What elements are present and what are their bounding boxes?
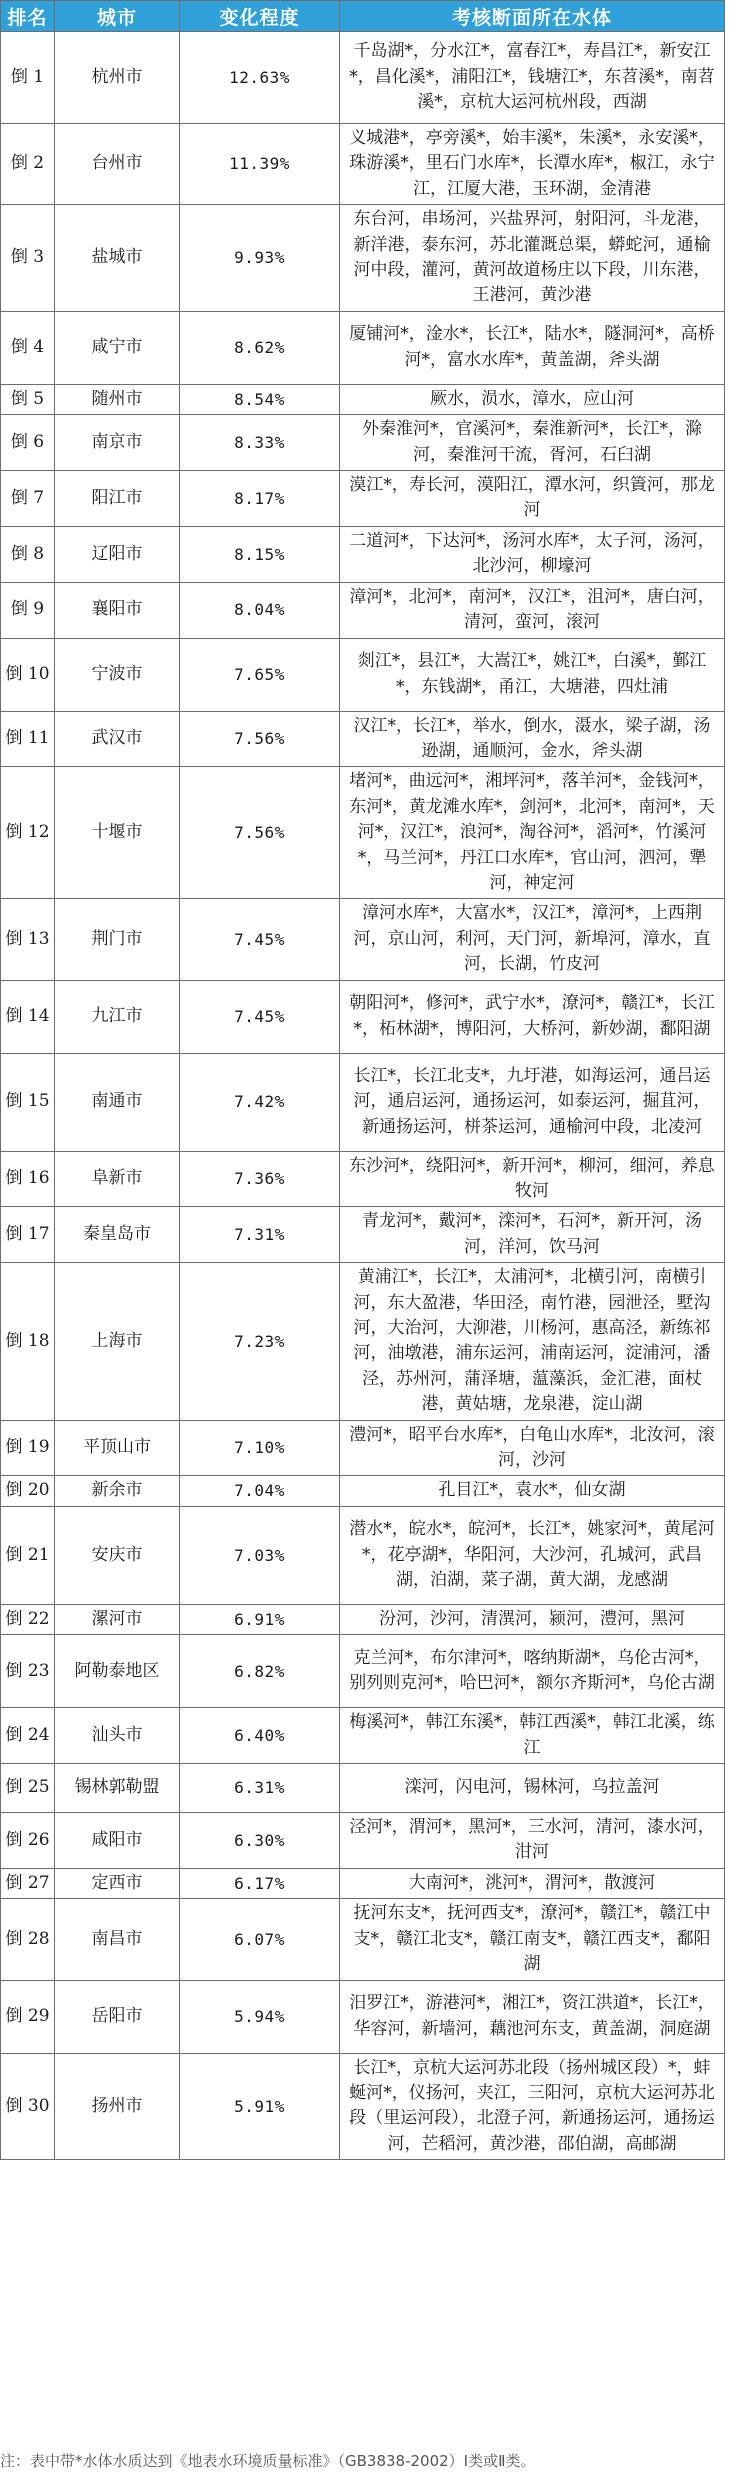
rank-cell: 倒 26: [1, 1813, 55, 1869]
city-cell: 南通市: [55, 1053, 180, 1151]
city-cell: 漯河市: [55, 1604, 180, 1634]
change-cell: 6.82%: [180, 1635, 340, 1708]
change-cell: 8.04%: [180, 582, 340, 638]
table-row: [1, 1053, 725, 1151]
water-bodies-cell: 黄浦江*，长江*，太浦河*，北横引河，南横引河，东大盈港，华田泾，南竹港，园泄泾，墅沟河，大治河，大泖港，川杨河，惠高泾，新练祁河，油墩港，浦东运河，浦南运河，淀浦河，潘泾，苏州河，蒲泽塘，蕰藻浜，金汇港，面杖港，黄姑塘，龙泉港，淀山湖: [340, 1263, 725, 1420]
city-cell: 秦皇岛市: [55, 1207, 180, 1263]
city-cell: 九江市: [55, 980, 180, 1053]
rank-cell: 倒 1: [1, 32, 55, 124]
city-cell: 台州市: [55, 124, 180, 205]
water-bodies-cell: 汉江*，长江*，举水，倒水，滠水，梁子湖，汤逊湖，通顺河，金水，斧头湖: [340, 711, 725, 767]
water-bodies-cell: 剡江*，县江*，大嵩江*，姚江*，白溪*，鄞江*，东钱湖*，甬江，大塘港，四灶浦: [340, 638, 725, 711]
table-row: [1, 1151, 725, 1207]
table-row: [1, 711, 725, 767]
water-bodies-cell: 滦河，闪电河，锡林河，乌拉盖河: [340, 1764, 725, 1813]
water-bodies-cell: 漳河水库*，大富水*，汉江*，漳河*，上西荆河，京山河，利河，天门河，新埠河，漳水，直河，长湖，竹皮河: [340, 899, 725, 980]
city-cell: 定西市: [55, 1868, 180, 1898]
city-cell: 十堰市: [55, 767, 180, 899]
change-cell: 7.04%: [180, 1476, 340, 1506]
change-cell: 7.42%: [180, 1053, 340, 1151]
city-cell: 荆门市: [55, 899, 180, 980]
table-row: [1, 1420, 725, 1476]
rank-cell: 倒 9: [1, 582, 55, 638]
header-city: 城市: [55, 1, 180, 32]
rank-cell: 倒 20: [1, 1476, 55, 1506]
table-row: [1, 1899, 725, 1980]
rank-cell: 倒 13: [1, 899, 55, 980]
table-row: [1, 124, 725, 205]
rank-cell: 倒 28: [1, 1899, 55, 1980]
rank-cell: 倒 21: [1, 1506, 55, 1604]
change-cell: 7.36%: [180, 1151, 340, 1207]
change-cell: 7.45%: [180, 980, 340, 1053]
water-bodies-cell: 东沙河*，绕阳河*，新开河*，柳河，细河，养息牧河: [340, 1151, 725, 1207]
rank-cell: 倒 5: [1, 384, 55, 414]
table-row: [1, 1980, 725, 2053]
rank-cell: 倒 4: [1, 311, 55, 384]
table-row: [1, 205, 725, 312]
table-row: [1, 526, 725, 582]
header-rank: 排名: [1, 1, 55, 32]
city-cell: 汕头市: [55, 1708, 180, 1764]
city-cell: 阿勒泰地区: [55, 1635, 180, 1708]
water-bodies-cell: 汨罗江*，游港河*，湘江*，资江洪道*，长江*，华容河，新墙河，藕池河东支，黄盖湖，洞庭湖: [340, 1980, 725, 2053]
rank-cell: 倒 23: [1, 1635, 55, 1708]
city-cell: 咸阳市: [55, 1813, 180, 1869]
change-cell: 8.62%: [180, 311, 340, 384]
city-cell: 新余市: [55, 1476, 180, 1506]
city-cell: 南昌市: [55, 1899, 180, 1980]
change-cell: 6.30%: [180, 1813, 340, 1869]
change-cell: 9.93%: [180, 205, 340, 312]
table-row: [1, 415, 725, 471]
city-cell: 上海市: [55, 1263, 180, 1420]
city-cell: 盐城市: [55, 205, 180, 312]
table-row: [1, 980, 725, 1053]
rank-cell: 倒 14: [1, 980, 55, 1053]
change-cell: 12.63%: [180, 32, 340, 124]
table-row: [1, 384, 725, 414]
change-cell: 6.31%: [180, 1764, 340, 1813]
table-row: [1, 1207, 725, 1263]
water-bodies-cell: 克兰河*，布尔津河*，喀纳斯湖*，乌伦古河*，别列则克河*，哈巴河*，额尔齐斯河*，乌伦古湖: [340, 1635, 725, 1708]
rank-cell: 倒 19: [1, 1420, 55, 1476]
rank-cell: 倒 29: [1, 1980, 55, 2053]
rank-cell: 倒 8: [1, 526, 55, 582]
water-bodies-cell: 朝阳河*，修河*，武宁水*，潦河*，赣江*，长江*，柘林湖*，博阳河，大桥河，新妙湖，鄱阳湖: [340, 980, 725, 1053]
change-cell: 5.94%: [180, 1980, 340, 2053]
table-body: [1, 32, 725, 2160]
city-cell: 岳阳市: [55, 1980, 180, 2053]
rank-cell: 倒 15: [1, 1053, 55, 1151]
change-cell: 8.17%: [180, 471, 340, 527]
rank-cell: 倒 10: [1, 638, 55, 711]
city-cell: 杭州市: [55, 32, 180, 124]
city-cell: 平顶山市: [55, 1420, 180, 1476]
change-cell: 6.17%: [180, 1868, 340, 1898]
city-cell: 辽阳市: [55, 526, 180, 582]
change-cell: 7.03%: [180, 1506, 340, 1604]
change-cell: 11.39%: [180, 124, 340, 205]
change-cell: 7.56%: [180, 767, 340, 899]
table-row: [1, 1506, 725, 1604]
water-bodies-cell: 厥水，涢水，漳水，应山河: [340, 384, 725, 414]
rank-cell: 倒 12: [1, 767, 55, 899]
table-row: [1, 32, 725, 124]
table-row: [1, 899, 725, 980]
table-row: [1, 311, 725, 384]
water-bodies-cell: 漳河*，北河*，南河*，汉江*，沮河*，唐白河，清河，蛮河，滚河: [340, 582, 725, 638]
water-bodies-cell: 汾河，沙河，清潩河，颍河，澧河，黑河: [340, 1604, 725, 1634]
rank-cell: 倒 17: [1, 1207, 55, 1263]
header-change: 变化程度: [180, 1, 340, 32]
rank-cell: 倒 3: [1, 205, 55, 312]
table-row: [1, 1868, 725, 1898]
change-cell: 6.40%: [180, 1708, 340, 1764]
rank-cell: 倒 24: [1, 1708, 55, 1764]
table-row: [1, 1813, 725, 1869]
water-bodies-cell: 东台河，串场河，兴盐界河，射阳河，斗龙港，新洋港，泰东河，苏北灌溉总渠，蟒蛇河，通榆河中段，灌河，黄河故道杨庄以下段，川东港，王港河，黄沙港: [340, 205, 725, 312]
rank-cell: 倒 18: [1, 1263, 55, 1420]
table-row: [1, 1604, 725, 1634]
change-cell: 6.07%: [180, 1899, 340, 1980]
city-cell: 锡林郭勒盟: [55, 1764, 180, 1813]
change-cell: 7.65%: [180, 638, 340, 711]
change-cell: 7.45%: [180, 899, 340, 980]
water-bodies-cell: 澧河*，昭平台水库*，白龟山水库*，北汝河，滚河，沙河: [340, 1420, 725, 1476]
city-cell: 南京市: [55, 415, 180, 471]
water-bodies-cell: 外秦淮河*，官溪河*，秦淮新河*，长江*，滁河，秦淮河干流，胥河，石臼湖: [340, 415, 725, 471]
water-bodies-cell: 漠江*，寿长河，漠阳江，潭水河，织篢河，那龙河: [340, 471, 725, 527]
change-cell: 8.54%: [180, 384, 340, 414]
water-bodies-cell: 二道河*，下达河*，汤河水库*，太子河，汤河，北沙河，柳壕河: [340, 526, 725, 582]
rank-cell: 倒 11: [1, 711, 55, 767]
city-cell: 襄阳市: [55, 582, 180, 638]
change-cell: 7.23%: [180, 1263, 340, 1420]
water-bodies-cell: 梅溪河*，韩江东溪*，韩江西溪*，韩江北溪，练江: [340, 1708, 725, 1764]
water-bodies-cell: 青龙河*，戴河*，滦河*，石河*，新开河，汤河，洋河，饮马河: [340, 1207, 725, 1263]
table-row: [1, 1764, 725, 1813]
rank-cell: 倒 25: [1, 1764, 55, 1813]
city-cell: 随州市: [55, 384, 180, 414]
water-bodies-cell: 泾河*，渭河*，黑河*，三水河，清河，漆水河，泔河: [340, 1813, 725, 1869]
change-cell: 7.56%: [180, 711, 340, 767]
city-cell: 武汉市: [55, 711, 180, 767]
water-bodies-cell: 长江*，京杭大运河苏北段（扬州城区段）*，蚌蜒河*，仪扬河，夹江，三阳河，京杭大运河苏北段（里运河段），北澄子河，新通扬运河，通扬运河，芒稻河，黄沙港，邵伯湖，高邮湖: [340, 2053, 725, 2160]
city-cell: 安庆市: [55, 1506, 180, 1604]
table-row: [1, 582, 725, 638]
city-cell: 阜新市: [55, 1151, 180, 1207]
rank-cell: 倒 2: [1, 124, 55, 205]
change-cell: 8.15%: [180, 526, 340, 582]
table-row: [1, 471, 725, 527]
table-row: [1, 2053, 725, 2160]
table-row: [1, 1635, 725, 1708]
change-cell: 5.91%: [180, 2053, 340, 2160]
change-cell: 8.33%: [180, 415, 340, 471]
header-water-bodies: 考核断面所在水体: [340, 1, 725, 32]
header-row: [1, 1, 725, 32]
table-row: [1, 767, 725, 899]
water-bodies-cell: 孔目江*，袁水*，仙女湖: [340, 1476, 725, 1506]
table-row: [1, 1263, 725, 1420]
table-header: [1, 1, 725, 32]
change-cell: 6.91%: [180, 1604, 340, 1634]
change-cell: 7.10%: [180, 1420, 340, 1476]
city-cell: 咸宁市: [55, 311, 180, 384]
rank-cell: 倒 6: [1, 415, 55, 471]
footnote: 注：表中带*水体水质达到《地表水环境质量标准》（GB3838-2002）Ⅰ类或Ⅱ类。: [0, 2452, 536, 2470]
city-cell: 扬州市: [55, 2053, 180, 2160]
rank-cell: 倒 22: [1, 1604, 55, 1634]
water-bodies-cell: 厦铺河*，淦水*，长江*，陆水*，隧洞河*，高桥河*，富水水库*，黄盖湖，斧头湖: [340, 311, 725, 384]
water-bodies-cell: 堵河*，曲远河*，湘坪河*，落羊河*，金钱河*，东河*，黄龙滩水库*，剑河*，北河*，南河*，天河*，汉江*，浪河*，淘谷河*，滔河*，竹溪河*，马兰河*，丹江口水库*，官山河，泗河，犟河，神定河: [340, 767, 725, 899]
city-cell: 宁波市: [55, 638, 180, 711]
water-bodies-cell: 千岛湖*，分水江*，富春江*，寿昌江*，新安江*，昌化溪*，浦阳江*，钱塘江*，东苕溪*，南苕溪*，京杭大运河杭州段，西湖: [340, 32, 725, 124]
table-row: [1, 638, 725, 711]
rank-cell: 倒 7: [1, 471, 55, 527]
rank-cell: 倒 30: [1, 2053, 55, 2160]
water-bodies-cell: 义城港*，亭旁溪*，始丰溪*，朱溪*，永安溪*，珠游溪*，里石门水库*，长潭水库*，椒江，永宁江，江厦大港，玉环湖，金清港: [340, 124, 725, 205]
rank-cell: 倒 27: [1, 1868, 55, 1898]
city-cell: 阳江市: [55, 471, 180, 527]
water-bodies-cell: 大南河*，洮河*，渭河*，散渡河: [340, 1868, 725, 1898]
water-bodies-cell: 长江*，长江北支*，九圩港，如海运河，通吕运河，通启运河，通扬运河，如泰运河，掘苴河，新通扬运河，栟茶运河，通榆河中段，北凌河: [340, 1053, 725, 1151]
water-bodies-cell: 潜水*，皖水*，皖河*，长江*，姚家河*，黄尾河*，花亭湖*，华阳河，大沙河，孔城河，武昌湖，泊湖，菜子湖，黄大湖，龙感湖: [340, 1506, 725, 1604]
table-row: [1, 1708, 725, 1764]
water-bodies-cell: 抚河东支*，抚河西支*，潦河*，赣江*，赣江中支*，赣江北支*，赣江南支*，赣江西支*，鄱阳湖: [340, 1899, 725, 1980]
change-cell: 7.31%: [180, 1207, 340, 1263]
table-row: [1, 1476, 725, 1506]
rank-cell: 倒 16: [1, 1151, 55, 1207]
